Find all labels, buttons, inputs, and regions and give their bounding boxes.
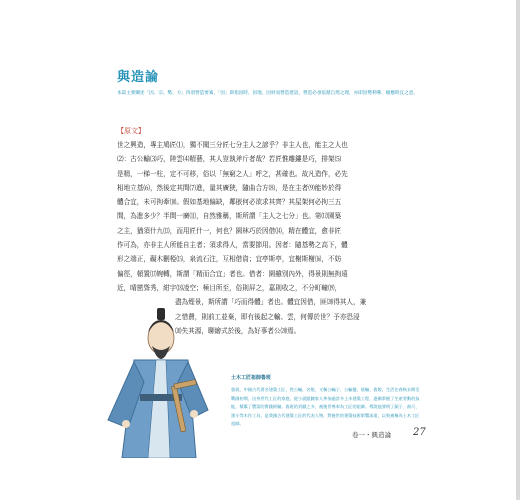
text-line: 相地立基⑹，然後定其間⑺進，量其廣狹，隨曲合方⑻，是在主者⑼能妙於得 [117, 183, 342, 192]
page-edge [516, 0, 520, 500]
text-line: 形之端正，礙木刪椏⒂，泉流石注，互相借資；宜亭斯亭，宜榭斯榭⒃，不妨 [117, 255, 342, 264]
text-line: 近，晴巒聳秀，紺宇⒅凌空；極目所至，俗則屏之，嘉則收之，不分町疃⒆， [117, 283, 342, 292]
chapter-intro: 本篇主要闡述「因、宗、勢、方」四項營造要素，「因」即指因時、因地、因材而營造建設，營造必須依循自然之理，亦即因勢利導、順應時宜之意。 [117, 91, 418, 96]
section-label: 【原文】 [117, 127, 145, 135]
text-line: 體合宜，未可拘牽⑽。假如基地偏缺，鄰嵌何必欲求其齊？其屋架何必拘三五 [117, 198, 342, 207]
chapter-title: 與造論 [117, 70, 160, 85]
text-line: 作可為，亦非主人所能自主者；須求得人，當要節用。因者：隨基勢之高下，體 [117, 241, 348, 250]
figure-caption-title: 土木工匠祖師魯班 [231, 375, 272, 381]
text-line: 盡為煙景，斯所謂「巧而得體」者也。體宜因借，匪⒇得其人，兼 [175, 298, 367, 307]
text-line: ⒇失其源，聊繪式於後，為好事者公⒇焉。 [175, 326, 301, 335]
text-line: 偏徑，頓置⒄婉轉，斯謂「精而合宜」者也。借者：園雖別內外，得景則無拘遠 [117, 269, 348, 278]
lu-ban-illustration [104, 290, 214, 458]
text-line: 間，為進多少？半間一廣⑾，自然雅稱，斯所謂「主人之七分」也。第⑿園築 [117, 212, 342, 221]
text-line: 之主，猶須什九⒀，而用匠什一，何也？園林巧於因借⒁，精在體宜，愈非匠 [117, 226, 342, 235]
page-number: 27 [413, 427, 426, 438]
text-line: 世之興造，專主鳩匠⑴，獨不聞三分匠七分主人之諺乎？非主人也，能主之人也 [117, 141, 348, 149]
figure-caption-text: 魯班，中國古代著名建築工匠，姓公輸，名般，又稱公輸子、公輸盤、班輸、魯般，生活在春秋末期至戰國初期，出身世代工匠的家庭，從小就跟隨家人參加過許多土木建築工程，逐漸掌握了生產勞動的技能，積累了豐富的實踐經驗。魯班的貢獻之多，被後世尊奉為工匠的祖師。傳說他發明了鋸子、曲尺、墨斗等木作工具，是我國古代建築工匠的代表人物，對後世的建築技術影響深遠，以致被稱為土木工匠祖師。 [231, 387, 420, 426]
text-line: ⑵：古公輸⑶巧，陸雲⑷精藝，其人豈執斧斤者哉？若匠惟雕鏤是巧，排架⑸ [117, 155, 342, 164]
text-line: 之惜費，則前工並棄，即有後起之輸、雲，何傳於世？予亦恐浸 [175, 312, 360, 321]
text-line: 是精，一梯一柱，定不可移，俗以「無窮之人」呼之，甚確也。故凡造作，必先 [117, 169, 348, 178]
running-footer: 卷一・興造論 [352, 431, 391, 439]
